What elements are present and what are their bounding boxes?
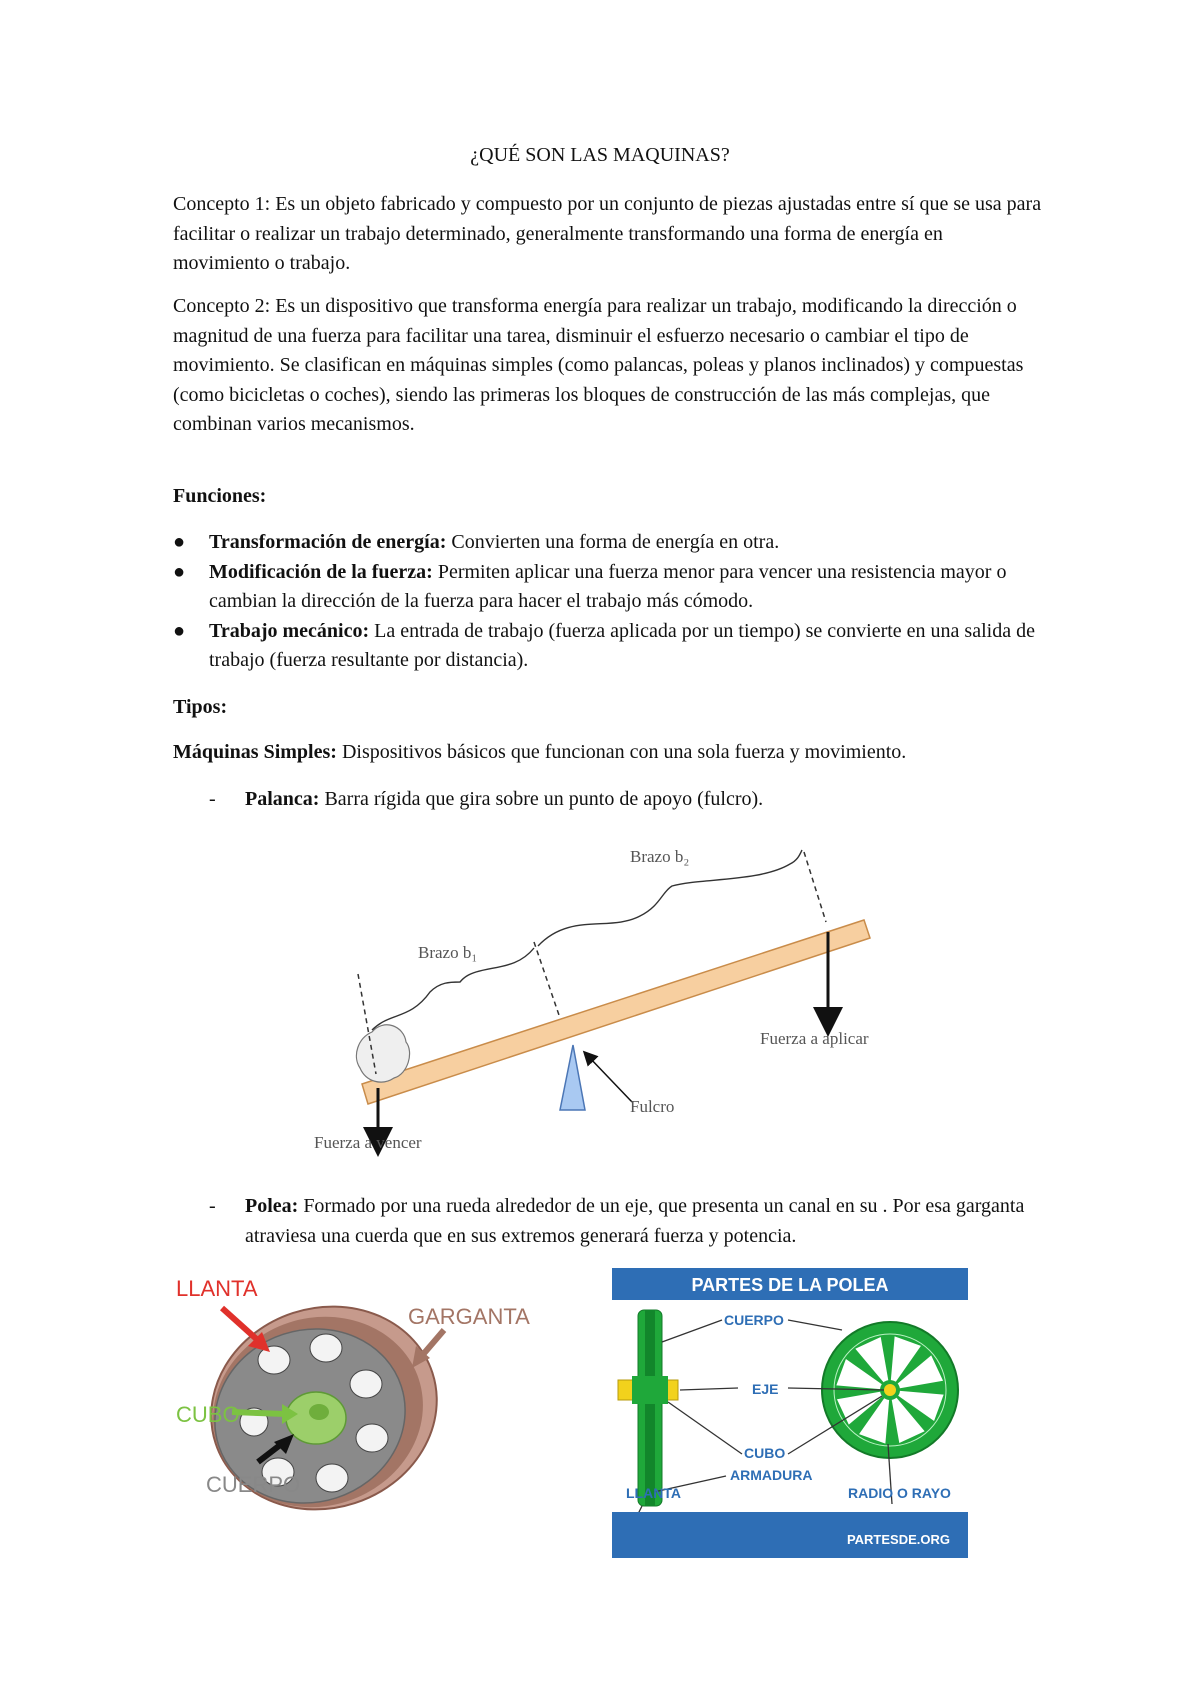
page-title: ¿QUÉ SON LAS MAQUINAS? bbox=[470, 144, 730, 166]
maquinas-simples-term: Máquinas Simples: bbox=[173, 741, 337, 763]
label-cuerpo: CUERPO bbox=[724, 1312, 784, 1328]
banner-title: PARTES DE LA POLEA bbox=[691, 1275, 889, 1295]
fulcrum-triangle bbox=[560, 1045, 585, 1110]
concepts-section bbox=[173, 190, 1043, 279]
maquinas-simples-paragraph bbox=[173, 738, 1043, 768]
lever-figure bbox=[300, 842, 900, 1162]
list-item bbox=[173, 558, 1043, 617]
front-wheel bbox=[822, 1322, 958, 1458]
palanca-body bbox=[209, 785, 1049, 815]
funciones-list-wrap bbox=[173, 528, 1043, 676]
funcion-term: Modificación de la fuerza: bbox=[209, 560, 433, 583]
concept-2: Concepto 2: Es un dispositivo que transforma energía para realizar un trabajo, modificando la dirección o magnitud de una fuerza para facilitar una tarea, disminuir el esfuerzo necesario o cambiar el tipo de movimiento. Se clasifican en máquinas simples (como palancas, poleas y planos inclinados) y compuestas (como bicicletas o coches), siendo las primeras los bloques de construcción de las más complejas, que combinan varios mecanismos. bbox=[173, 295, 1024, 435]
funcion-text: Convierten una forma de energía en otra. bbox=[446, 531, 780, 553]
dash-marker: - bbox=[209, 1195, 216, 1217]
polea-body bbox=[209, 1192, 1049, 1251]
pulley-figure-left bbox=[176, 1272, 536, 1512]
pulley-axle-hole bbox=[309, 1404, 329, 1420]
pulley-hole bbox=[316, 1464, 348, 1492]
label-radio: RADIO O RAYO bbox=[848, 1485, 951, 1501]
label-cubo: CUBO bbox=[176, 1402, 240, 1427]
label-armadura: ARMADURA bbox=[730, 1467, 813, 1483]
label-eje: EJE bbox=[752, 1381, 779, 1397]
polea-item bbox=[209, 1192, 1049, 1251]
palanca-text: Barra rígida que gira sobre un punto de apoyo (fulcro). bbox=[319, 788, 764, 810]
bullet-icon: ● bbox=[173, 619, 186, 642]
bullet-icon: ● bbox=[173, 560, 186, 583]
palanca-term: Palanca: bbox=[245, 788, 320, 810]
polea-term: Polea: bbox=[245, 1195, 299, 1217]
maquinas-simples-section bbox=[173, 738, 1043, 768]
dashed-line-effort bbox=[804, 852, 826, 922]
footer-site: PARTESDE.ORG bbox=[846, 1532, 950, 1547]
label-fuerza-aplicar: Fuerza a aplicar bbox=[760, 1029, 869, 1048]
funciones-section bbox=[173, 482, 1043, 512]
funcion-text: La entrada de trabajo (fuerza aplicada por un tiempo) se convierte en una salida de trabajo (fuerza resultante por distancia). bbox=[209, 619, 1035, 671]
label-fulcro: Fulcro bbox=[630, 1097, 675, 1116]
arrow-cubo bbox=[232, 1412, 286, 1414]
side-body bbox=[645, 1310, 655, 1506]
label-brazo-b2: Brazo b₂ bbox=[630, 847, 690, 866]
pulley-hole bbox=[310, 1334, 342, 1362]
funcion-term: Trabajo mecánico: bbox=[209, 619, 370, 642]
dashed-line-fulcrum bbox=[534, 942, 560, 1018]
concept-2-section bbox=[173, 292, 1043, 440]
list-item bbox=[173, 617, 1043, 676]
concept-1: Concepto 1: Es un objeto fabricado y compuesto por un conjunto de piezas ajustadas entre sí que se usa para facilitar o realizar un trabajo determinado, generalmente transformando una forma de energía en movimiento o trabajo. bbox=[173, 193, 1042, 274]
palanca-item bbox=[209, 785, 1049, 815]
funciones-list bbox=[173, 528, 1043, 676]
pulley-figure-right bbox=[612, 1268, 968, 1558]
label-llanta: LLANTA bbox=[626, 1485, 681, 1501]
funcion-text: Permiten aplicar una fuerza menor para vencer una resistencia mayor o cambian la dirección de la fuerza para hacer el trabajo más cómodo. bbox=[209, 560, 1007, 612]
dash-marker: - bbox=[209, 788, 216, 810]
pulley-hole bbox=[356, 1424, 388, 1452]
fulcrum-pointer-arrow bbox=[588, 1056, 632, 1102]
label-llanta: LLANTA bbox=[176, 1276, 258, 1301]
label-garganta: GARGANTA bbox=[408, 1304, 530, 1329]
maquinas-simples-text: Dispositivos básicos que funcionan con una sola fuerza y movimiento. bbox=[336, 741, 907, 763]
funciones-heading: Funciones: bbox=[173, 485, 267, 507]
tipos-heading: Tipos: bbox=[173, 696, 228, 718]
bullet-icon: ● bbox=[173, 531, 186, 553]
label-cubo: CUBO bbox=[744, 1445, 786, 1461]
funcion-term: Transformación de energía: bbox=[209, 531, 447, 553]
pulley-hole bbox=[258, 1346, 290, 1374]
pulley-hole bbox=[350, 1370, 382, 1398]
label-cuerpo: CUERPO bbox=[206, 1472, 301, 1497]
label-brazo-b1: Brazo b₁ bbox=[418, 943, 478, 962]
wheel-axle bbox=[884, 1384, 896, 1396]
side-hub bbox=[632, 1376, 668, 1404]
tipos-section bbox=[173, 693, 1043, 723]
list-item bbox=[173, 528, 1043, 558]
polea-text: Formado por una rueda alrededor de un eje, que presenta un canal en su . Por esa garganta atraviesa una cuerda que en sus extremos generará fuerza y potencia. bbox=[245, 1195, 1025, 1247]
load-rock bbox=[356, 1025, 409, 1082]
label-fuerza-vencer: Fuerza a vencer bbox=[314, 1133, 422, 1152]
